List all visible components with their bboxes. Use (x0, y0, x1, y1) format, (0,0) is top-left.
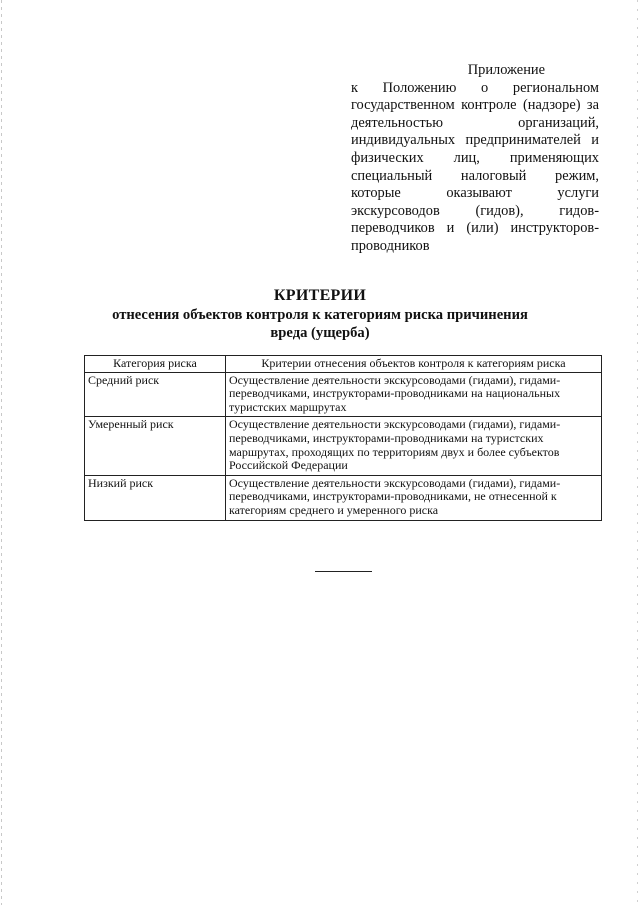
appendix-title: Приложение (467, 62, 545, 78)
header-criteria: Критерии отнесения объектов контроля к категориям риска (226, 356, 602, 373)
risk-criteria-cell: Осуществление деятельности экскурсоводами (гидами), гидами-переводчиками, инструкторами-проводниками, не отнесенной к категориям среднего и умеренного риска (226, 475, 602, 520)
scan-edge-left (1, 0, 2, 905)
risk-category-cell: Средний риск (85, 372, 226, 417)
table-row (85, 372, 602, 417)
header-risk-category: Категория риска (85, 356, 226, 373)
table-row (85, 417, 602, 475)
risk-criteria-cell: Осуществление деятельности экскурсоводами (гидами), гидами-переводчиками, инструкторами-проводниками на национальных туристских маршрутах (226, 372, 602, 417)
risk-category-cell: Умеренный риск (85, 417, 226, 475)
appendix-block (351, 62, 599, 256)
scan-edge-right (637, 0, 638, 905)
risk-criteria-cell: Осуществление деятельности экскурсоводами (гидами), гидами-переводчиками, инструкторами-проводниками на туристских маршрутах, проходящих по территориям двух и более субъектов Российской Федерации (226, 417, 602, 475)
table-header-row (85, 356, 602, 373)
appendix-text: к Положению о региональном государственном контроле (надзоре) за деятельностью организаций, индивидуальных предпринимателей и физических лиц, применяющих специальный налоговый режим, которые оказывают услуги экскурсоводов (гидов), гидов-переводчиков и (или) инструкторов-проводников (351, 79, 599, 254)
document-title: КРИТЕРИИ (273, 287, 367, 304)
document-subtitle: отнесения объектов контроля к категориям риска причинения вреда (ущерба) (112, 307, 528, 341)
risk-category-cell: Низкий риск (85, 475, 226, 520)
end-of-document-divider (315, 571, 372, 572)
risk-criteria-table (84, 355, 602, 521)
table-row (85, 475, 602, 520)
